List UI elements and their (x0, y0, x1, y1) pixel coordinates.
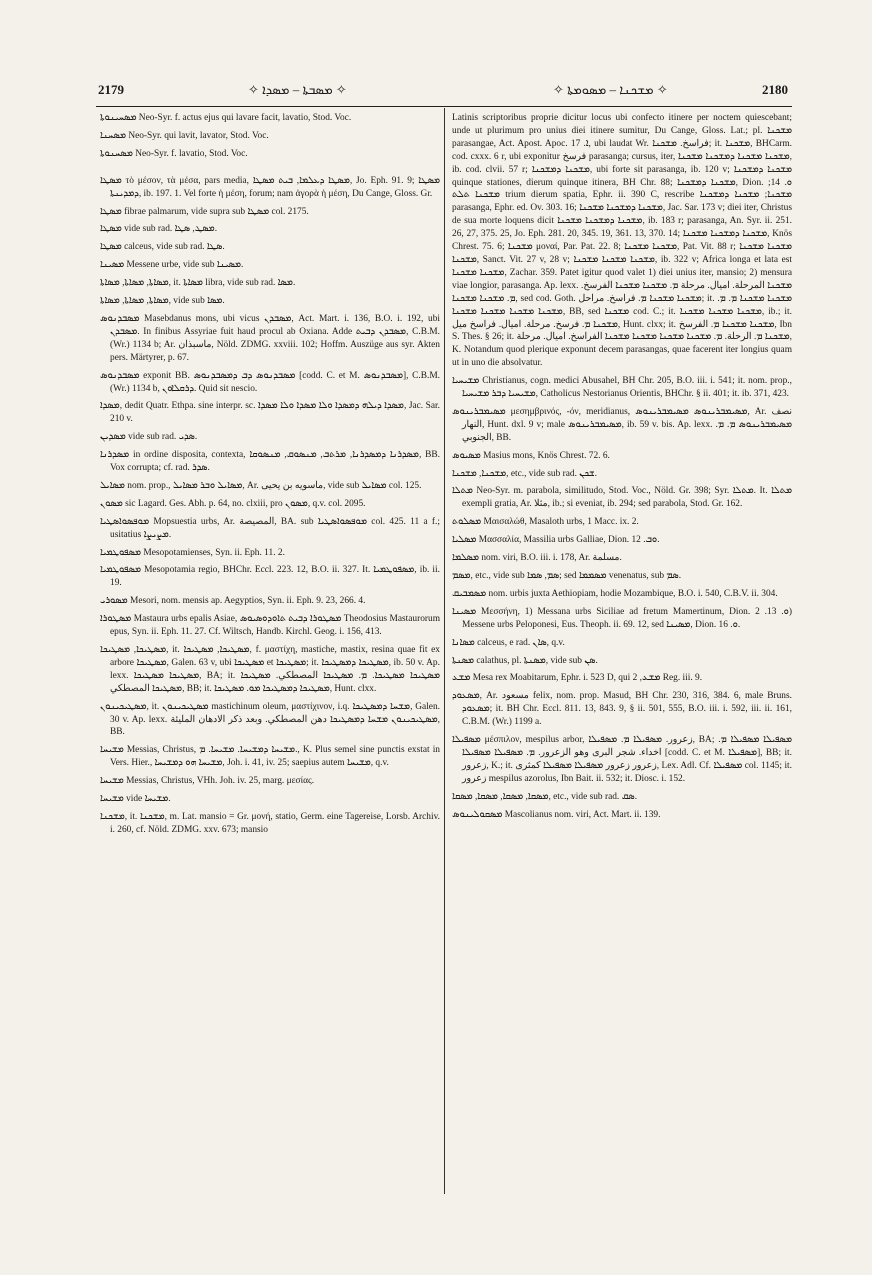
entry: ܡܣܝܡܒܪܝܢܘܣ μεσημβρινός, -όν, meridianus, ܡܣܝܡܒܪܝܢܘܣ ܡܣܝܡܒܪܝܢܘܣ, Ar. نصف النهار, Hunt. dxl. 9 v; male ܡܣܝܡܒܪܝܢܘܣ, ib. 59 v. bis. Ap. lexx. ܡܣܝܡܒܪܝܢܘܣ ܡ. ܡ. الجنوبي, BB. (452, 406, 792, 443)
running-head-right: ✧ ܡܫܟܢܐ – ܡܣܘܡܬܐ ✧ (553, 82, 668, 97)
entry: ܡܫܝܚܐ Messias, Christus, ܡܫܝܚܐ ܕܡܫܝܚܐ. ܡܫܝܚܐ. ܡ., K. Plus semel sine punctis exstat in Vers. Hier., ܡܫܝܚܐ ܗܘ ܕܡܫܝܚܐ, Joh. i. 41, iv. 25; saepius autem ܡܫܝܚܐ, q.v. (100, 745, 440, 769)
entry: ܡܫܝܚܐ Messias, Christus, VHh. Joh. iv. 25, marg. μεσίας. (100, 776, 315, 787)
page-number-right: 2180 (762, 82, 788, 97)
entry: ܡܣܕܪܢܐ in ordine disposita, contexta, ܡܣܕܪܢܐ ܕܡܣܕܪܢܐ, ܡܪܬܒ, ܡܢܣܘܩ, ܡܢܣܘܩܐ, BB. Vox corrupta; cf. rad. ܣܕܪ. (100, 450, 440, 474)
entry: ܡܣܦܘܛܡܝܐ Mesopotamia regio, BHChr. Eccl. 223. 12, B.O. ii. 327. It. ܡܣܦܘܛܡܝܐ, ib. ii. 19. (100, 565, 440, 589)
page-number-left: 2179 (98, 82, 124, 97)
entry: ܡܣܘܢ sic Lagard. Ges. Abh. p. 64, no. clxiii, pro ܡܣܘܢ, q.v. col. 2095. (100, 498, 366, 509)
column-divider (444, 108, 445, 1194)
page-header (98, 82, 788, 104)
entry: ܡܫܥ Mesa rex Moabitarum, Ephr. i. 523 D, qui ܡܫܥ, 2 Reg. iii. 9. (452, 673, 703, 684)
entry: ܡܣܕܝܢ vide sub rad. ܣܕܝ. (100, 432, 198, 443)
entry: ܡܫܟܢܐ, ܡܫܟܢܐ, etc., vide sub rad. ܫܟܢ. (452, 468, 597, 479)
running-head-left: ✧ ܡܣܒܬܐ – ܡܣܕܐ ✧ (248, 82, 347, 97)
entry: ܡܫܝܚܐ vide ܡܫܝܚܐ. (100, 794, 171, 805)
entry: ܡܘܦܣܘܐܣܛܝܐ Mopsuestia urbs, Ar. المصيصة, BA. sub ܡܘܦܣܘܐܣܛܝܐ col. 425. 11 a f.; usitatius ܡܨܝܨܐ. (100, 516, 440, 540)
entry: ܡܣܩܘܠܝܢܘܣ Mascolianus nom. viri, Act. Mart. ii. 139. (452, 809, 661, 820)
entry: ܡܣܛܝܟܐ, ܡܣܛܝܟܐ, it. ܡܣܛܝܟܐ, ܡܣܛܝܟܐ, f. μαστίχη, mastiche, mastix, resina quae fit ex arbore ܡܣܛܝܟܐ, Galen. 63 v, ubi ܡܣܛܝܟܐ et ܡܣܛܝܟܐ; it. ܡܣܛܝܟܐ ܕܡܣܛܝܟܐ, ib. 50 v. Ap. lexx. ܡܣܛܝܟܐ ܡܣܛܝܟܐ, BA; it. ܡܣܛܝܟܐ ܡܣܛܝܟܐ. ܡ. ܡܣܛܝܟܐ المصطكي. ܡܣܛܝܟܐ ܡܣܛܝܟܐ المصطكي, BB; it. ܡܣܛܝܟܐ ܕܡܣܛܝܟܐ ܡܘ. ܡܣܛܝܟܐ, Hunt. clxx. (100, 645, 440, 694)
entry: ܡܣܚܢܐ Neo-Syr. qui lavit, lavator, Stod. Voc. (100, 130, 269, 141)
entry: ܡܣܛܐ vide sub rad. ܡܣܛ, ܣܛܐ. (100, 224, 218, 235)
entry: ܡܣܩܐ, ܡܣܩܐ, ܡܣܩܐ, ܡܣܩܐ, etc., vide sub rad. ܣܩ. (452, 791, 638, 802)
entry: ܡܣܡܒܝܩ nom. urbis juxta Aethiopiam, hodie Mozambique, B.O. i. 540, C.B.V. ii. 304. (452, 588, 778, 599)
entry: ܡܣܚܝܢܘܬܐ Neo-Syr. f. actus ejus qui lavare facit, lavatio, Stod. Voc. (100, 113, 352, 123)
entry: ܡܣܦܝܠܐ μέσπιλον, mespilus arbor, زعرور. ܡܣܦܝܠܐ ܡ. ܡܣܦܝܠܐ, BA; ܡܣܦܝܠܐ ܡܣܦܝܠܐ ܡ. اخداء. شجر البرى وهو الزعرور. ܡ. ܡܣܦܝܠܐ ܡܣܦܝܠܐ [codd. C. et M. ܡܣܦܝܠܐ], BB; it. زعرور, K.; it. زعرور زعرور ܡܣܦܝܠܐ ܡܣܦܝܠܐ كمثرى, Lex. Adl. Cf. ܡܣܦܝܠܐ col. 1145; it. زعرور mespilus azorolus, Ibn Bait. ii. 532; it. Diosc. i. 152. (452, 735, 793, 784)
entry: ܡܣܛܐ calceus, vide sub rad. ܣܛܐ. (100, 242, 225, 253)
entry: ܡܣܦܘܛܡܝܐ Mesopotamienses, Syn. ii. Eph. 11. 2. (100, 547, 285, 558)
entry: ܡܣܘܪܝ Mesori, nom. mensis ap. Aegyptios, Syn. ii. Eph. 9. 23, 266. 4. (100, 596, 366, 607)
header-rule (96, 106, 792, 107)
entry: ܡܣܝܘܣ Masius mons, Knös Chrest. 72. 6. (452, 450, 610, 461)
entry: ܡܣܐܢܐ calceus, e rad. ܣܐܢ, q.v. (452, 637, 565, 648)
entry: ܡܣܛܘܪܐ Mastaura urbs epalis Asiae, ܡܣܛܘܪܐ ܕܒܝܬ ܬܐܘܕܘܣܝܘܣ Theodosius Mastaurorum epus, Syn. ii. Eph. 11. 27. Cf. Wiltsch, Handb. Kirchl. Geog. i. 156, 413. (100, 614, 440, 638)
entry: ܡܣܛܐ τὸ μέσον, τὰ μέσα, pars media, ܡܣܛܐ ܕܥܠܡܐ, ܒܝܬ ܡܣܛܐ, Jo. Eph. 91. 9; ܡܣܛܐ ܕܡܕܝܢܬܐ, ib. 197. 1. Vel forte ἡ μέση, forum; nam ἀγορὰ ἡ μέση, Du Cange, Gloss. Gr. (100, 175, 441, 199)
entry: ܡܫܝܚܝܐ Christianus, cogn. medici Abusahel, BH Chr. 205, B.O. iii. i. 541; it. nom. prop., ܡܫܝܚܝܐ ܕܒܪ ܡܫܝܚܝܐ, Catholicus Nestorianus Orientis, BHChr. § ii. 401; it. ib. 371, 423. (452, 376, 792, 400)
entry: ܡܣܝܢܐ Μεσσήνη, 1) Messana urbs Siciliae ad fretum Mamertinum, Dion. ܘ. 13. 2) Messene urbs Peloponesi, Eus. Theoph. ii. 69. 12, sed ܡܣܝܢܐ, Dion. ܘ. 16. (452, 606, 792, 630)
entry: ܡܣܛܐ fibrae palmarum, vide supra sub ܡܣܛܐ col. 2175. (100, 206, 309, 217)
entry: ܡܣܡ, etc., vide sub ܣܡ, ܣܡܐ; sed ܡܣܡܡܐ venenatus, sub ܣܡ. (452, 571, 682, 581)
entry: ܡܣܠܘܬ Μαισαλώθ, Masaloth urbs, 1 Macc. ix. 2. (452, 517, 639, 528)
entry: ܡܣܚܢܘܬܐ Neo-Syr. f. lavatio, Stod. Voc. (100, 148, 248, 159)
entry: ܡܣܝܢܐ Messene urbe, vide sub ܡܣܝܢܐ. (100, 260, 244, 271)
entry: ܡܣܢܬܐ calathus, pl. ܡܣܢܬܐ, vide sub ܣܢ. (452, 655, 598, 666)
entry: ܡܣܐܬܐ, ܡܣܐܬܐ, ܡܣܐܬܐ, it. ܡܣܐܬܐ libra, vide sub rad. ܡܣܐ. (100, 278, 296, 289)
right-column (452, 112, 792, 827)
entry: ܡܣܠܝܐ Μασσαλία, Massilia urbs Galliae, Dion. ܘܒ. 12. (452, 535, 660, 546)
entry: ܡܣܠܡܐ nom. viri, B.O. iii. i. 178, Ar. مسلمة. (452, 553, 622, 564)
entry: ܡܣܛܝܟܝܢܘܢ, it. ܡܣܛܝܟܝܢܘܢ mastichinum oleum, μαστίχινον, i.q. ܡܫܚܐ ܕܡܣܛܝܟܐ, Galen. 30 v. Ap. lexx. ܡܣܛܝܟܝܢܘܢ ܡܫܚܐ ܕܡܣܛܝܟܐ دهن المصطكي. وبعد ذكر الادهان المليئة, BB. (100, 701, 440, 738)
entry: ܡܣܒܕܢܘܣ exponit BB. ܡܣܒܕܢܘܣ ܕܒ ܕܡܣܒܕܢܘܣ [codd. C. et M. ܡܣܒܕܢܘܣ], C.B.M. (Wr.) 1134 b, ܕܪܩܠܐܘܢ. Quid sit nescio. (100, 370, 440, 394)
entry: ܡܣܐܝܠ nom. prop., ܡܣܐܝܠ ܘܒܪ ܡܣܐܝܠ, Ar. ماسويه بن يحيى, vide sub ܡܣܐܝܠ col. 125. (100, 480, 422, 491)
left-column (100, 112, 440, 842)
entry: ܡܣܕܐ, dedit Quatr. Ethpa. sine interpr. sc. ܡܣܕܐ ܕܝܠܗ ܕܡܣܕܐ ܘܠܐ ܡܣܕܐ ܘܠܐ ܡܣܕܐ, Jac. Sar. 210 v. (100, 401, 440, 425)
entry: ܡܣܥܘܕ, Ar. مسعود felix, nom. prop. Masud, BH Chr. 230, 316, 384. 6, male Bruns. ܡܣܥܘܕ; it. BH Chr. Eccl. 811. 13, 843. 9, § ii. 501, 555, B.O. iii. i. 592, iii. ii. 161, C.B.M. (Wr.) 1199 a. (452, 691, 792, 728)
entry: ܡܣܐܬܐ, ܡܣܐܬܐ, ܡܣܐܬܐ, vide sub ܡܣܐ. (100, 296, 225, 307)
entry: ܡܣܒܕܢܘܣ Masebdanus mons, ubi vicus ܡܣܒܕܢ, Act. Mart. i. 136, B.O. i. 192, ubi ܡܣܒܕܢ. In finibus Assyriae fuit haud procul ab Oxiana. Adde ܡܣܒܕܢ ܕܒܝܬ, C.B.M. (Wr.) 1134 b; Ar. ماسبذان, Nöld. ZDMG. xxviii. 102; Hoffm. Auszüge aus syr. Akten pers. Märtyrer, p. 67. (100, 313, 440, 363)
entry: ܡܬܠܐ Neo-Syr. m. parabola, similitudo, Stod. Voc., Nöld. Gr. 398; Syr. ܡܬܠܐ. It. ܡܬܠܐ exempli gratia, Ar. مثلا, ib.; si eveniat, ib. 294; sed parabola, Stod. Gr. 162. (452, 486, 792, 510)
entry: ܡܫܟܢܐ, it. ܡܫܟܢܐ, m. Lat. mansio = Gr. μονή, statio, Germ. eine Tagereise, Lorsb. Archiv. i. 260, cf. Nöld. ZDMG. xxv. 673; mansio (100, 811, 440, 835)
entry-continuation: Latinis scriptoribus proprie dicitur locus ubi confecto itinere per noctem quiescebant; unde ut plurimum pro unius diei itinere sumitur, Du Cange, Gloss. Lat.; pl. ܡܫܟܢܐ parasangae, Act. Apost. Apoc. ܐ. 17, ubi laudat Wr. فراسخ. ܡܫܟܢܐ; it. ܡܫܟܢܐ, BHCarm. cod. cxxx. 6 r, ubi exponitur فرسخ parasanga; cursus, iter, ܡܫܟܢܐ ܡܫܟܢܐ ܕܡܫܟܢܐ ܡܫܟܢܐ, ib. cod. clvii. 57 r; ܡܫܟܢܐ ܕܡܫܟܢܐ, ubi forte sit parasanga, ib. 120 v; ܡܫܟܢܐ ܕܡܫܟܢܐ quinque stationes, dierum quinque itinera, BH Chr. 88; ܡܫܟܢܐ ܕܡܫܟܢܐ, Dion. ܘ. 14; ܡܫܟܢܐ ܬܠܬ trium dierum spatia, Ephr. ii. 390 C, rescribe ܡܫܟܢܐ; ܡܫܟܢܐ ܕܡܫܟܢܐ parasanga, Ephr. ed. Ov. 303. 16; ܡܫܟܢܐ ܕܡܫܟܢܐ ܡܫܟܢܐ, Jac. Sar. 173 v; diei iter, Christus de sua morte loquens dicit ܡܫܟܢܐ ܕܡܫܟܢܐ ܡܫܟܢܐ, ib. 183 r; parasanga, An. Syr. ii. 251. 26, 27, 375. 25, Jo. Eph. 281. 20, 345. 19, 361. 13, 370. 14; ܡܫܟܢܐ ܕܡܫܟܢܐ ܡܫܟܢܐ, Knös Chrest. 75. 6; ܡܫܟܢܐ μοναί, Par. Pat. 22. 8; ܡܫܟܢܐ ܡܫܟܢܐ, Pat. Vit. 88 r; ܡܫܟܢܐ ܡܫܟܢܐ ܡܫܟܢܐ, Sanct. Vit. 27 v, 28 v; ܡܫܟܢܐ ܡܫܟܢܐ ܡܫܟܢܐ, ib. 322 v; Africa longa et lata est ܡܫܟܢܐ ܡܫܟܢܐ, Zachar. 359. Patet igitur quod valet 1) diei unius iter, mansio; 2) mensura viae longior, parasanga. Ap. lexx. ܡܫܟܢܐ المرحلة. اميال. مرحلة ܡ. ܡܫܟܢܐ ܡܫܟܢܐ الفرسخ. ܡ. ܡܫܟܢܐ ܡܫܟܢܐ, sed cod. Goth. ܡܫܟܢܐ ܡܫܟܢܐ ܡ. فراسخ. مراحل; it. ܡܫܟܢܐ ܡܫܟܢܐ ܡ. ܡ. ܡܫܟܢܐ ܡܫܟܢܐ ܡܫܟܢܐ ܡܫܟܢܐ, BB, sed ܡܫܟܢܐ cod. C.; it. ܡܫܟܢܐ ܡܫܟܢܐ ܡܫܟܢܐ, ib.; it. ܡܫܟܢܐ ܡ. فرسخ. مرحلة. اميال. فراسخ ميل, Hunt. clxx; it. ܡܫܟܢܐ ܡܫܟܢܐ ܡ. الفرسخ, Ibn S. Thes. § 26; it. ܡܫܟܢܐ ܡ. الرحلة. ܡ. ܡܫܟܢܐ ܡܫܟܢܐ ܡܫܟܢܐ ܡܫܟܢܐ الفراسخ. اميال. مرحلة, K. Notandum quod plerique exponunt decem parasangas, quae facerent iter longius quam ut in uno die absolvatur. (452, 113, 793, 369)
